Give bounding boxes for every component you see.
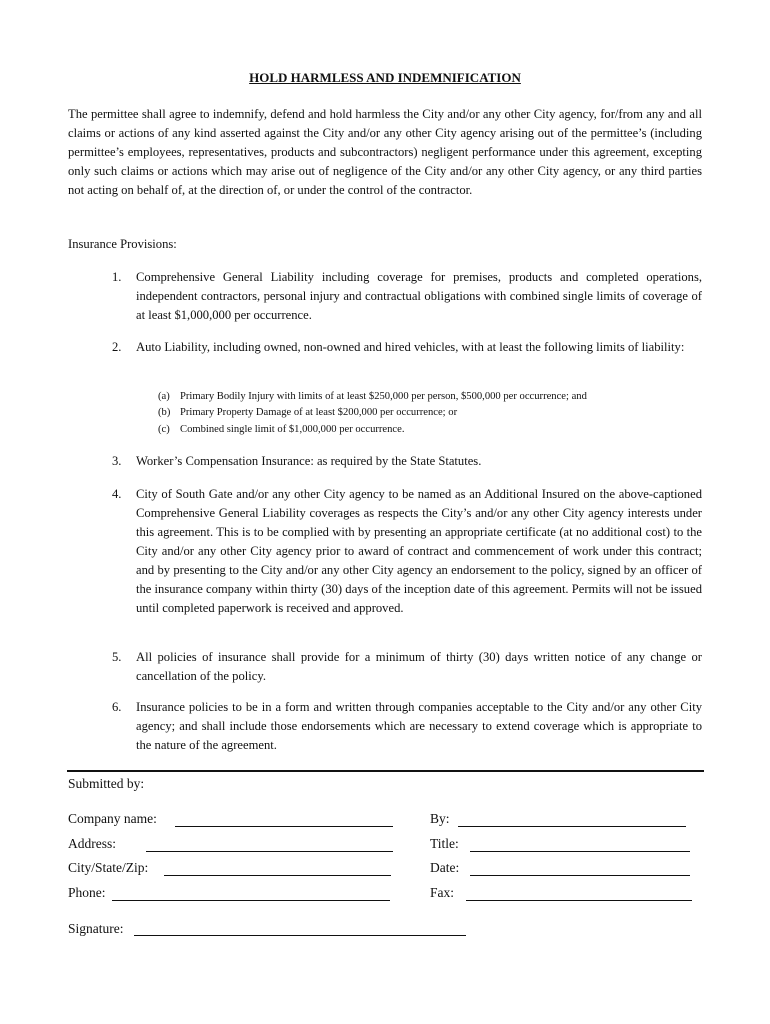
item-text: Comprehensive General Liability including coverage for premises, products and completed operations, independent contractors, personal injury and contractual obligations with combined single limits of coverage of at least $1,000,000 per occurrence.	[136, 270, 702, 322]
by-field[interactable]	[458, 826, 686, 827]
item-number: 6.	[112, 700, 122, 714]
by-label: By:	[430, 811, 450, 826]
item-number: 5.	[112, 650, 122, 664]
sub-item-b	[158, 405, 457, 422]
provision-item-6	[112, 698, 702, 755]
section-divider	[67, 770, 704, 772]
item-text: Worker’s Compensation Insurance: as required by the State Statutes.	[136, 454, 482, 468]
address-label: Address:	[68, 836, 116, 851]
sub-item-a	[158, 389, 587, 406]
fax-label: Fax:	[430, 885, 455, 900]
fax-field[interactable]	[466, 900, 692, 901]
item-text: City of South Gate and/or any other City agency to be named as an Additional Insured on the above-captioned Comprehensive General Liability coverages as respects the City’s and/or any other City agency interests under this agreement. This is to be complied with by presenting an appropriate certificate (at no additional cost) to the City and/or any other City agency prior to award of contract and commencement of work under this contract; and by presenting to the City and/or any other City agency an endorsement to the policy, signed by an officer of the insurance company within thirty (30) days of the inception date of this agreement. Permits will not be issued until completed paperwork is received and approved.	[136, 487, 702, 615]
sub-item-text: Primary Bodily Injury with limits of at least $250,000 per person, $500,000 per occurrence; and	[180, 391, 587, 402]
provision-item-2	[112, 338, 702, 357]
intro-paragraph: The permittee shall agree to indemnify, defend and hold harmless the City and/or any other City agency, for/from any and all claims or actions of any kind asserted against the City and/or any other City agency arising out of the permittee’s (including permittee’s employees, representatives, products and subcontractors) negligent performance under this agreement, excepting only such claims or actions which may arise out of negligence of the City and/or any other City agency, or any third parties not acting on behalf of, at the direction of, or under the control of the contractor.	[68, 107, 702, 197]
signature-field[interactable]	[134, 935, 466, 936]
company-name-label: Company name:	[68, 811, 157, 826]
submitted-by-label: Submitted by:	[68, 776, 145, 791]
insurance-heading: Insurance Provisions:	[68, 237, 177, 251]
provision-item-1	[112, 268, 702, 325]
city-state-zip-field[interactable]	[164, 875, 391, 876]
sub-item-text: Combined single limit of $1,000,000 per occurrence.	[180, 424, 405, 435]
date-field[interactable]	[470, 875, 690, 876]
phone-field[interactable]	[112, 900, 390, 901]
document-title: HOLD HARMLESS AND INDEMNIFICATION	[249, 70, 521, 85]
sub-item-letter: (b)	[158, 407, 171, 418]
item-number: 3.	[112, 454, 122, 468]
signature-label: Signature:	[68, 921, 124, 936]
item-number: 4.	[112, 487, 122, 501]
sub-item-letter: (c)	[158, 424, 170, 435]
sub-item-c	[158, 422, 404, 439]
item-text: Auto Liability, including owned, non-owned and hired vehicles, with at least the following limits of liability:	[136, 340, 685, 354]
title-field[interactable]	[470, 851, 690, 852]
provision-item-3	[112, 452, 702, 471]
item-number: 1.	[112, 270, 122, 284]
sub-item-letter: (a)	[158, 391, 170, 402]
city-state-zip-label: City/State/Zip:	[68, 860, 149, 875]
address-field[interactable]	[146, 851, 393, 852]
date-label: Date:	[430, 860, 460, 875]
item-text: All policies of insurance shall provide for a minimum of thirty (30) days written notice of any change or cancellation of the policy.	[136, 650, 702, 683]
item-text: Insurance policies to be in a form and written through companies acceptable to the City and/or any other City agency; and shall include those endorsements which are necessary to extend coverage which is appropriate to the nature of the agreement.	[136, 700, 702, 752]
item-number: 2.	[112, 340, 122, 354]
title-label: Title:	[430, 836, 459, 851]
phone-label: Phone:	[68, 885, 106, 900]
provision-item-4	[112, 485, 702, 618]
company-name-field[interactable]	[175, 826, 393, 827]
sub-item-text: Primary Property Damage of at least $200,000 per occurrence; or	[180, 407, 458, 418]
provision-item-5	[112, 648, 702, 686]
